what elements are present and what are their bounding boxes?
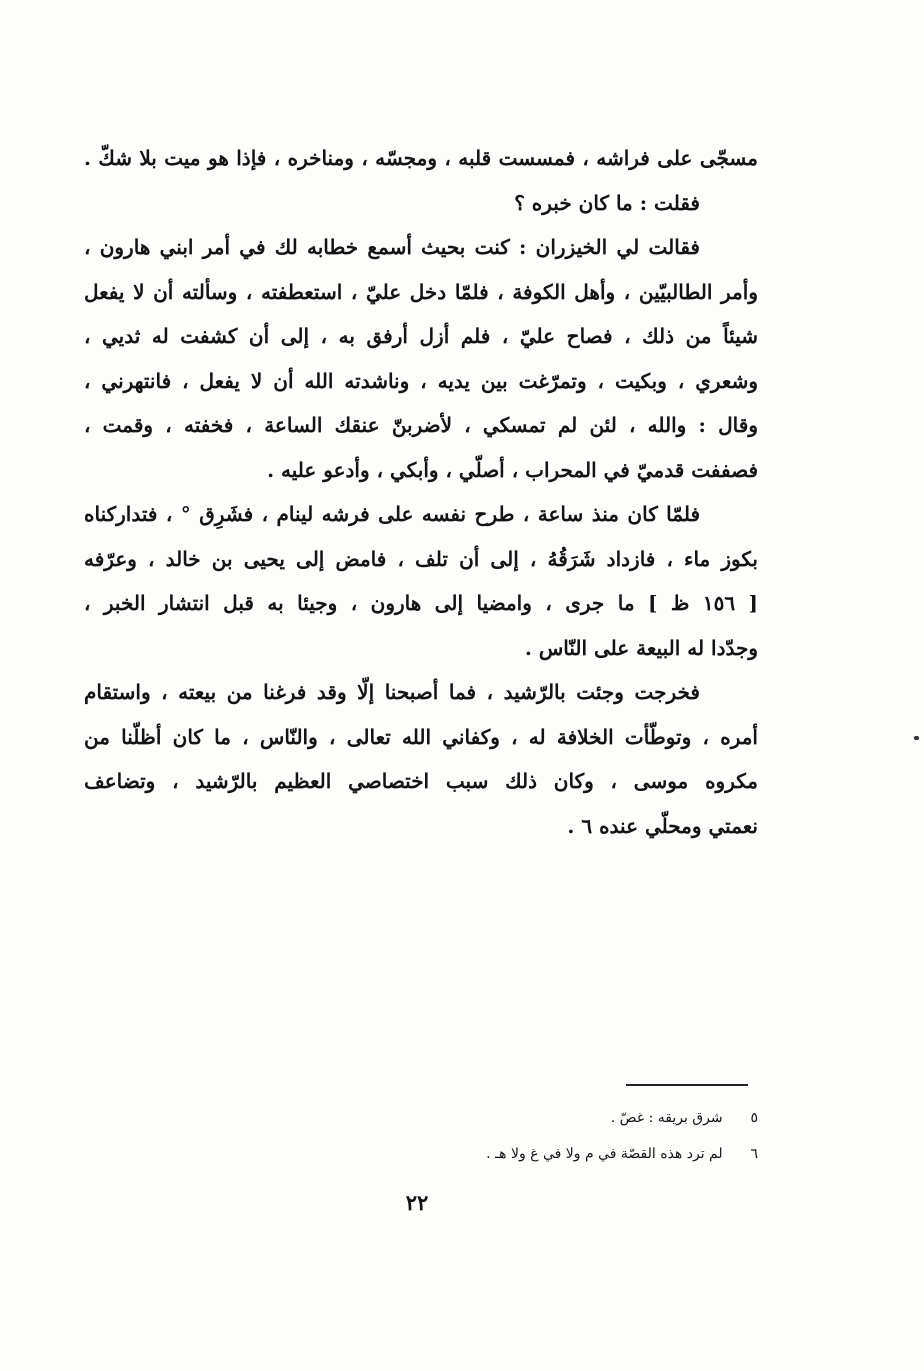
- footnote-divider: [626, 1084, 748, 1086]
- text-line-4: وأمر الطالبيّين ، وأهل الكوفة ، فلمّا دخل عليّ ، استعطفته ، وسألته أن لا يفعل: [84, 279, 758, 304]
- text-line-3: فقالت لي الخيزران : كنت بحيث أسمع خطابه لك في أمر ابني هارون ،: [84, 235, 700, 259]
- text-line-14: أمره ، وتوطّأت الخلافة له ، وكفاني الله تعالى ، والنّاس ، ما كان أظلّنا من: [84, 724, 758, 749]
- footnote-number: ٥: [750, 1110, 758, 1126]
- text-line-13: فخرجت وجئت بالرّشيد ، فما أصبحنا إلّا وقد فرغنا من بيعته ، واستقام: [84, 680, 700, 704]
- footnotes: [486, 1100, 758, 1172]
- footnote-number: ٦: [750, 1146, 758, 1162]
- text-line-8: فصففت قدميّ في المحراب ، أصلّي ، وأبكي ، وأدعو عليه .: [267, 457, 758, 482]
- text-line-5: شيئاً من ذلك ، فصاح عليّ ، فلم أزل أرفق به ، إلى أن كشفت له ثديي ،: [84, 324, 758, 348]
- text-line-2: فقلت : ما كان خبره ؟: [514, 190, 700, 215]
- text-line-16: نعمتي ومحلّي عنده ٦ .: [567, 813, 758, 838]
- footnote-text: لم ترد هذه القصّة في م ولا في غ ولا هـ .: [486, 1146, 723, 1162]
- text-line-6: وشعري ، وبكيت ، وتمرّغت بين يديه ، وناشدته الله أن لا يفعل ، فانتهرني ،: [84, 368, 758, 393]
- text-line-10: بكوز ماء ، فازداد شَرَقُهُ ، إلى أن تلف ، فامض إلى يحيى بن خالد ، وعرّفه: [84, 546, 758, 571]
- footnote-6: [486, 1136, 758, 1172]
- footnote-5: [486, 1100, 758, 1136]
- margin-mark: [914, 736, 919, 740]
- text-line-9: فلمّا كان منذ ساعة ، طرح نفسه على فرشه لينام ، فشَرِق ° ، فتداركناه: [84, 502, 700, 526]
- text-line-11: [ ١٥٦ ظ ] ما جرى ، وامضيا إلى هارون ، وجيئا به قبل انتشار الخبر ،: [84, 591, 758, 615]
- page-number: ٢٢: [405, 1190, 429, 1215]
- text-line-7: وقال : والله ، لئن لم تمسكي ، لأضربنّ عنقك الساعة ، فخفته ، وقمت ،: [84, 413, 758, 437]
- text-line-1: مسجّى على فراشه ، فمسست قلبه ، ومجسّه ، ومناخره ، فإذا هو ميت بلا شكّ .: [84, 146, 758, 170]
- body-text: [84, 136, 758, 848]
- text-line-12: وجدّدا له البيعة على النّاس .: [524, 635, 758, 660]
- text-line-15: مكروه موسى ، وكان ذلك سبب اختصاصي العظيم بالرّشيد ، وتضاعف: [84, 769, 758, 793]
- footnote-text: شرق بريقه : غصّ .: [610, 1110, 723, 1126]
